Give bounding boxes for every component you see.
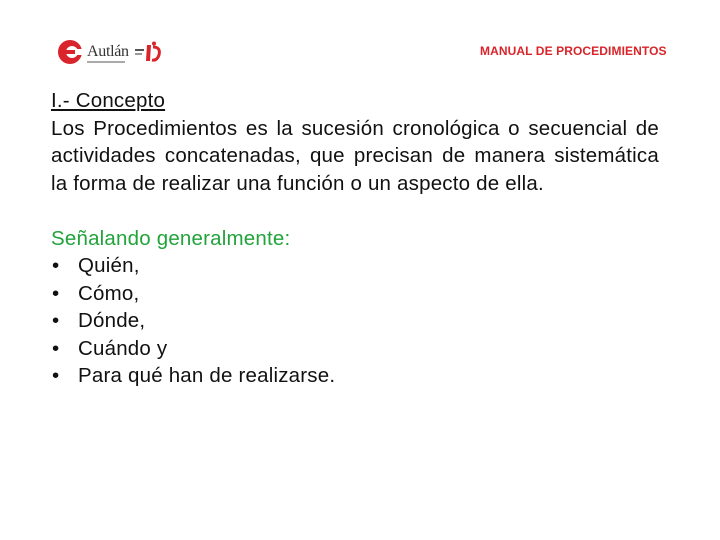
- main-content: [51, 87, 659, 390]
- bullet-icon: •: [52, 254, 60, 277]
- header-title: MANUAL DE PROCEDIMIENTOS: [480, 44, 667, 58]
- bullet-icon: •: [52, 364, 60, 387]
- list-item: [51, 335, 659, 363]
- header-logos: [57, 38, 177, 68]
- list-item-text: Cuándo y: [78, 336, 168, 360]
- list-item-text: Quién,: [78, 254, 140, 277]
- list-intro: Señalando generalmente:: [51, 226, 291, 250]
- logo-tagline: [87, 61, 125, 63]
- list-item: [51, 362, 659, 390]
- list-item: [51, 252, 659, 280]
- logo-text: Autlán: [87, 43, 129, 60]
- bullet-icon: •: [52, 309, 60, 332]
- definition-paragraph: Los Procedimientos es la sucesión cronológica o secuencial de actividades concatenadas, que precisan de manera sistemática la forma de realizar una función o un aspecto de ella.: [51, 116, 659, 195]
- list-item: [51, 280, 659, 308]
- list-item-text: Para qué han de realizarse.: [78, 364, 336, 387]
- list-item-text: Dónde,: [78, 309, 146, 332]
- municipal-logo-icon: [135, 41, 163, 65]
- section-heading: I.- Concepto: [51, 89, 166, 112]
- autlan-c-logo-icon: [57, 38, 83, 66]
- bullet-icon: •: [52, 281, 60, 305]
- bullet-icon: •: [52, 336, 60, 360]
- list-item: [51, 307, 659, 335]
- list-item-text: Cómo,: [78, 281, 140, 305]
- bullet-list: [51, 252, 659, 390]
